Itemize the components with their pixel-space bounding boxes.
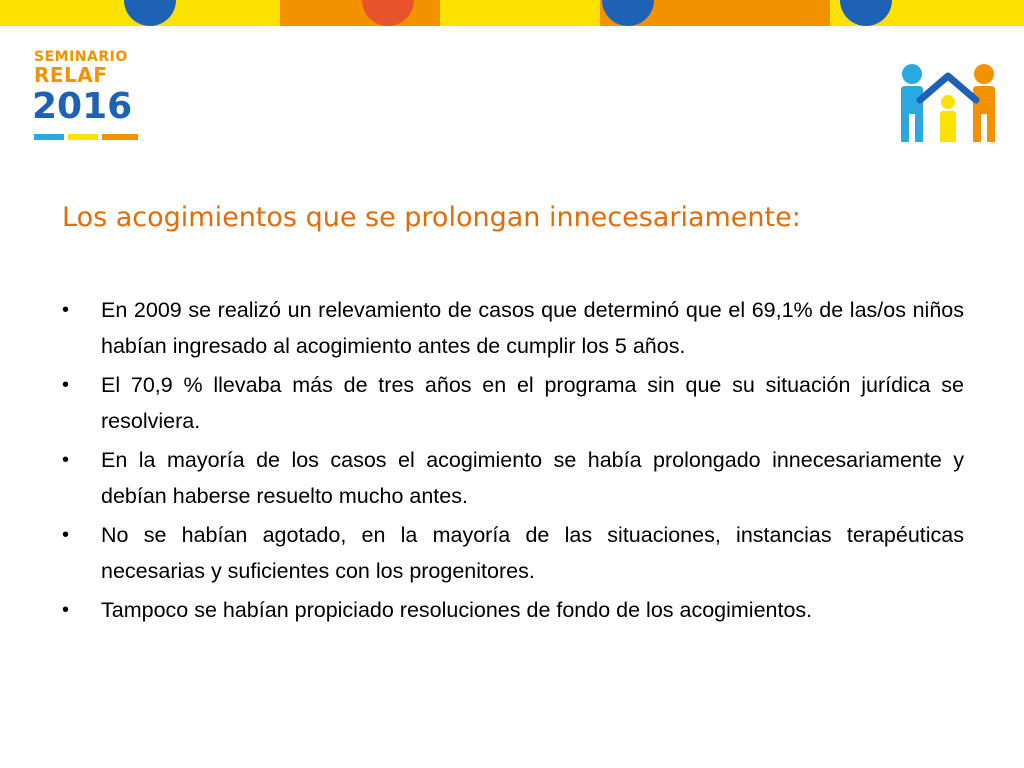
logo-seminario-text: SEMINARIO xyxy=(34,49,128,65)
bullet-text: El 70,9 % llevaba más de tres años en el programa sin que su situación jurídica se resolviera. xyxy=(101,373,964,433)
bullet-dot-icon: • xyxy=(62,599,70,621)
bullet-list xyxy=(62,292,964,631)
child-figure-head xyxy=(941,95,955,109)
bullet-text: En la mayoría de los casos el acogimiento se había prolongado innecesariamente y debían haberse resuelto mucho antes. xyxy=(101,448,964,508)
logo-relaf-text: RELAF xyxy=(34,63,108,87)
band-segment-orange xyxy=(280,0,440,26)
logo-year-text: 2016 xyxy=(32,86,133,127)
bullet-dot-icon: • xyxy=(62,524,70,546)
bullet-item xyxy=(62,592,964,628)
logo-stripe-orange xyxy=(102,134,138,140)
logo-stripe-yellow xyxy=(68,134,98,140)
bullet-text: Tampoco se habían propiciado resoluciones de fondo de los acogimientos. xyxy=(101,598,813,622)
right-figure-body xyxy=(973,86,995,142)
band-segment-yellow xyxy=(440,0,600,26)
bullet-item xyxy=(62,367,964,439)
right-figure-head xyxy=(974,64,994,84)
bullet-dot-icon: • xyxy=(62,449,70,471)
family-home-icon xyxy=(898,62,1000,144)
child-figure-body xyxy=(940,111,956,142)
bullet-dot-icon: • xyxy=(62,299,70,321)
bullet-item xyxy=(62,442,964,514)
left-figure-head xyxy=(902,64,922,84)
bullet-dot-icon: • xyxy=(62,374,70,396)
bullet-item xyxy=(62,517,964,589)
top-decorative-band xyxy=(0,0,1024,26)
bullet-item xyxy=(62,292,964,364)
slide-title: Los acogimientos que se prolongan innecesariamente: xyxy=(62,202,801,233)
logo-stripe-blue xyxy=(34,134,64,140)
bullet-text: No se habían agotado, en la mayoría de las situaciones, instancias terapéuticas necesarias y suficientes con los progenitores. xyxy=(101,523,964,583)
left-figure-body xyxy=(901,86,923,142)
bullet-text: En 2009 se realizó un relevamiento de casos que determinó que el 69,1% de las/os niños habían ingresado al acogimiento antes de cumplir los 5 años. xyxy=(101,298,964,358)
seminario-relaf-logo xyxy=(32,48,140,144)
